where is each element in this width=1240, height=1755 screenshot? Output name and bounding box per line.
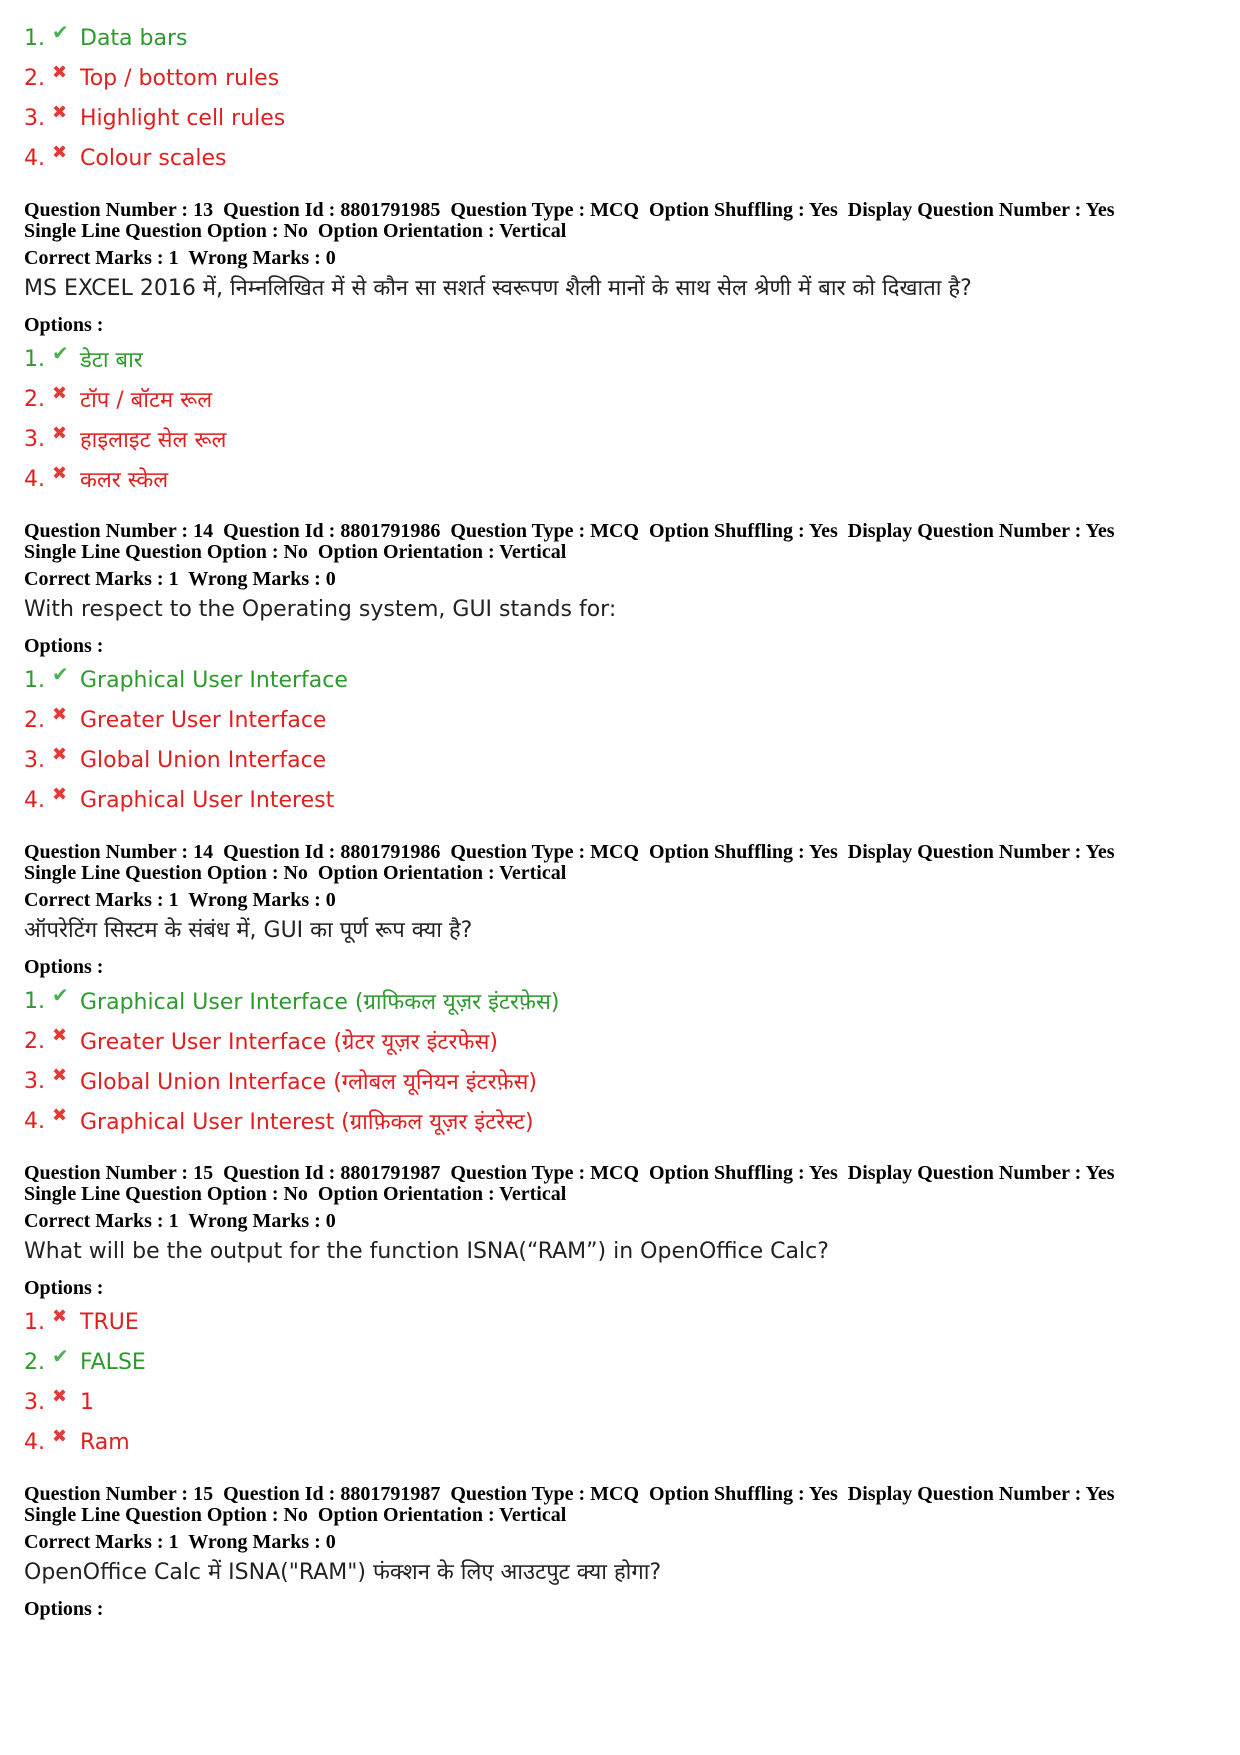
option-row bbox=[24, 1382, 1214, 1422]
option-number: 4. bbox=[24, 145, 45, 171]
cross-icon: ✖ bbox=[52, 783, 68, 805]
option-number: 4. bbox=[24, 466, 45, 492]
question-text: What will be the output for the function ISNA(“RAM”) in OpenOffice Calc? bbox=[24, 1239, 829, 1264]
option-number: 3. bbox=[24, 1068, 45, 1094]
question-meta-line-1: Question Number : 13 Question Id : 8801791985 Question Type : MCQ Option Shuffling : Yes Display Question Number : Yes bbox=[24, 199, 1115, 221]
cross-icon: ✖ bbox=[52, 703, 68, 725]
question-marks: Correct Marks : 1 Wrong Marks : 0 bbox=[24, 1531, 336, 1553]
option-text: हाइलाइट सेल रूल bbox=[80, 428, 227, 453]
check-icon: ✔ bbox=[52, 662, 69, 686]
option-text: TRUE bbox=[80, 1309, 139, 1335]
question-marks: Correct Marks : 1 Wrong Marks : 0 bbox=[24, 1210, 336, 1232]
cross-icon: ✖ bbox=[52, 743, 68, 765]
options-label: Options : bbox=[24, 956, 104, 978]
question-list bbox=[24, 200, 1214, 1623]
cross-icon: ✖ bbox=[52, 1064, 68, 1086]
option-text: Highlight cell rules bbox=[80, 105, 286, 131]
cross-icon: ✖ bbox=[52, 1305, 68, 1327]
option-row bbox=[24, 700, 1214, 740]
question-text: OpenOffice Calc में ISNA("RAM") फंक्शन के लिए आउटपुट क्या होगा? bbox=[24, 1560, 662, 1585]
cross-icon: ✖ bbox=[52, 462, 68, 484]
option-text: Greater User Interface (ग्रेटर यूज़र इंटरफेस) bbox=[80, 1030, 498, 1055]
option-row bbox=[24, 740, 1214, 780]
option-number: 1. bbox=[24, 988, 45, 1014]
question-text: MS EXCEL 2016 में, निम्नलिखित में से कौन सा सशर्त स्वरूपण शैली मानों के साथ सेल श्रेणी में बार को दिखाता है? bbox=[24, 276, 972, 301]
option-number: 3. bbox=[24, 1389, 45, 1415]
options-label: Options : bbox=[24, 1598, 104, 1620]
option-row bbox=[24, 1101, 1214, 1141]
option-number: 3. bbox=[24, 747, 45, 773]
option-number: 1. bbox=[24, 346, 45, 372]
option-text: FALSE bbox=[80, 1349, 146, 1375]
option-number: 1. bbox=[24, 25, 45, 51]
question-meta-line-1: Question Number : 14 Question Id : 8801791986 Question Type : MCQ Option Shuffling : Yes Display Question Number : Yes bbox=[24, 841, 1115, 863]
cross-icon: ✖ bbox=[52, 422, 68, 444]
cross-icon: ✖ bbox=[52, 101, 68, 123]
option-row bbox=[24, 1061, 1214, 1101]
option-text: Global Union Interface (ग्लोबल यूनियन इंटरफ़ेस) bbox=[80, 1070, 538, 1095]
options-list bbox=[24, 981, 1214, 1141]
option-row bbox=[24, 18, 1214, 58]
option-row bbox=[24, 419, 1214, 459]
top-options bbox=[24, 18, 1214, 178]
option-number: 2. bbox=[24, 65, 45, 91]
options-label: Options : bbox=[24, 635, 104, 657]
options-label: Options : bbox=[24, 314, 104, 336]
options-label: Options : bbox=[24, 1277, 104, 1299]
option-row bbox=[24, 1021, 1214, 1061]
option-number: 4. bbox=[24, 787, 45, 813]
option-text: Global Union Interface bbox=[80, 747, 327, 773]
check-icon: ✔ bbox=[52, 20, 69, 44]
question-block bbox=[24, 1163, 1214, 1462]
option-text: Top / bottom rules bbox=[80, 65, 280, 91]
option-text: Colour scales bbox=[80, 145, 227, 171]
option-row bbox=[24, 1342, 1214, 1382]
question-meta-line-2: Single Line Question Option : No Option Orientation : Vertical bbox=[24, 220, 567, 242]
option-row bbox=[24, 660, 1214, 700]
cross-icon: ✖ bbox=[52, 1024, 68, 1046]
question-meta-line-1: Question Number : 15 Question Id : 8801791987 Question Type : MCQ Option Shuffling : Yes Display Question Number : Yes bbox=[24, 1162, 1115, 1184]
option-text: Graphical User Interface bbox=[80, 667, 348, 693]
option-row bbox=[24, 459, 1214, 499]
option-text: Graphical User Interest bbox=[80, 787, 335, 813]
check-icon: ✔ bbox=[52, 1344, 69, 1368]
options-list bbox=[24, 660, 1214, 820]
options-list bbox=[24, 1302, 1214, 1462]
option-number: 4. bbox=[24, 1429, 45, 1455]
question-text: With respect to the Operating system, GUI stands for: bbox=[24, 597, 617, 622]
check-icon: ✔ bbox=[52, 983, 69, 1007]
option-text: Data bars bbox=[80, 25, 188, 51]
option-number: 1. bbox=[24, 1309, 45, 1335]
question-block bbox=[24, 521, 1214, 820]
question-meta-line-1: Question Number : 14 Question Id : 8801791986 Question Type : MCQ Option Shuffling : Yes Display Question Number : Yes bbox=[24, 520, 1115, 542]
option-number: 2. bbox=[24, 1349, 45, 1375]
cross-icon: ✖ bbox=[52, 1385, 68, 1407]
question-meta-line-2: Single Line Question Option : No Option Orientation : Vertical bbox=[24, 541, 567, 563]
cross-icon: ✖ bbox=[52, 1425, 68, 1447]
option-text: Ram bbox=[80, 1429, 130, 1455]
option-row bbox=[24, 379, 1214, 419]
check-icon: ✔ bbox=[52, 341, 69, 365]
question-text: ऑपरेटिंग सिस्टम के संबंध में, GUI का पूर्ण रूप क्या है? bbox=[24, 918, 473, 943]
option-text: 1 bbox=[80, 1389, 94, 1415]
option-number: 3. bbox=[24, 105, 45, 131]
question-marks: Correct Marks : 1 Wrong Marks : 0 bbox=[24, 889, 336, 911]
option-number: 1. bbox=[24, 667, 45, 693]
option-text: कलर स्केल bbox=[80, 468, 169, 493]
cross-icon: ✖ bbox=[52, 1104, 68, 1126]
option-number: 2. bbox=[24, 386, 45, 412]
cross-icon: ✖ bbox=[52, 382, 68, 404]
option-row bbox=[24, 1302, 1214, 1342]
option-row bbox=[24, 58, 1214, 98]
option-number: 3. bbox=[24, 426, 45, 452]
question-meta-line-2: Single Line Question Option : No Option Orientation : Vertical bbox=[24, 1504, 567, 1526]
option-number: 2. bbox=[24, 1028, 45, 1054]
options-list bbox=[24, 339, 1214, 499]
option-row bbox=[24, 1422, 1214, 1462]
option-number: 4. bbox=[24, 1108, 45, 1134]
cross-icon: ✖ bbox=[52, 141, 68, 163]
option-text: टॉप / बॉटम रूल bbox=[80, 388, 213, 413]
question-marks: Correct Marks : 1 Wrong Marks : 0 bbox=[24, 568, 336, 590]
question-meta-line-1: Question Number : 15 Question Id : 8801791987 Question Type : MCQ Option Shuffling : Yes Display Question Number : Yes bbox=[24, 1483, 1115, 1505]
option-text: Graphical User Interface (ग्राफिकल यूज़र इंटरफ़ेस) bbox=[80, 990, 560, 1015]
question-marks: Correct Marks : 1 Wrong Marks : 0 bbox=[24, 247, 336, 269]
question-block bbox=[24, 1484, 1214, 1623]
option-row bbox=[24, 780, 1214, 820]
option-row bbox=[24, 339, 1214, 379]
option-text: डेटा बार bbox=[80, 348, 143, 373]
option-row bbox=[24, 98, 1214, 138]
question-block bbox=[24, 200, 1214, 499]
question-meta-line-2: Single Line Question Option : No Option Orientation : Vertical bbox=[24, 1183, 567, 1205]
option-row bbox=[24, 138, 1214, 178]
page bbox=[24, 18, 1214, 1645]
option-number: 2. bbox=[24, 707, 45, 733]
option-row bbox=[24, 981, 1214, 1021]
option-text: Greater User Interface bbox=[80, 707, 327, 733]
option-text: Graphical User Interest (ग्राफ़िकल यूज़र इंटरेस्ट) bbox=[80, 1110, 534, 1135]
cross-icon: ✖ bbox=[52, 61, 68, 83]
question-meta-line-2: Single Line Question Option : No Option Orientation : Vertical bbox=[24, 862, 567, 884]
question-block bbox=[24, 842, 1214, 1141]
